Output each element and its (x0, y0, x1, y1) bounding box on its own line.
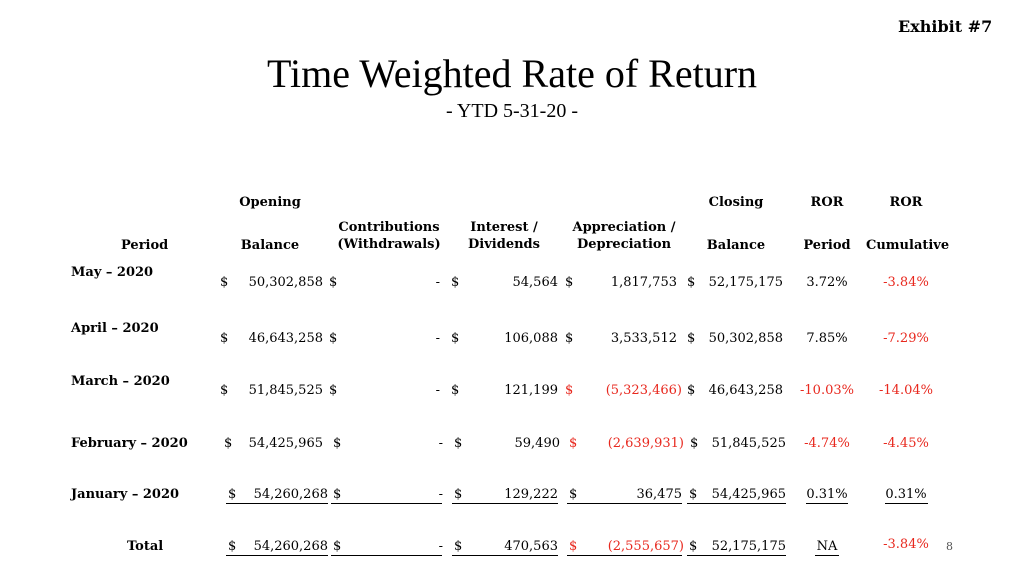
contributions: - (438, 487, 443, 502)
dollar-sign: $ (329, 275, 338, 290)
underline (567, 555, 682, 556)
dollar-sign: $ (451, 383, 460, 398)
opening-balance: 54,425,965 (248, 436, 323, 451)
header-appreciation-bottom: Depreciation (576, 237, 672, 252)
header-opening-bottom: Balance (240, 238, 300, 253)
closing-balance: 54,425,965 (711, 487, 786, 502)
ror-period: -10.03% (800, 383, 854, 398)
dollar-sign: $ (220, 383, 229, 398)
header-period: Period (121, 238, 169, 253)
appreciation-depreciation: (5,323,466) (605, 383, 682, 398)
closing-balance: 52,175,175 (711, 539, 786, 554)
dollar-sign: $ (228, 539, 237, 554)
ror-cumulative: -3.84% (883, 275, 929, 290)
dollar-sign: $ (454, 436, 463, 451)
appreciation-depreciation: 3,533,512 (610, 331, 677, 346)
dollar-sign: $ (565, 275, 574, 290)
page-number: 8 (946, 540, 953, 553)
closing-balance: 52,175,175 (708, 275, 783, 290)
ror-period: -4.74% (804, 436, 850, 451)
closing-balance: 50,302,858 (708, 331, 783, 346)
underline (567, 503, 682, 504)
dollar-sign: $ (451, 275, 460, 290)
ror-cumulative: -4.45% (883, 436, 929, 451)
header-contributions-bottom: (Withdrawals) (337, 237, 441, 252)
row-period-label: February – 2020 (71, 436, 188, 451)
underline (226, 503, 328, 504)
header-closing-top: Closing (708, 195, 764, 210)
row-period-label: January – 2020 (71, 487, 180, 502)
ror-cumulative: -14.04% (879, 383, 933, 398)
underline (452, 555, 558, 556)
dollar-sign: $ (569, 487, 578, 502)
underline (226, 555, 328, 556)
underline (806, 503, 848, 504)
underline (687, 555, 786, 556)
ror-cumulative: 0.31% (885, 487, 927, 502)
dollar-sign: $ (687, 275, 696, 290)
interest-dividends: 54,564 (512, 275, 558, 290)
dollar-sign: $ (687, 331, 696, 346)
dollar-sign: $ (329, 383, 338, 398)
dollar-sign: $ (454, 487, 463, 502)
underline (815, 555, 839, 556)
appreciation-depreciation: 1,817,753 (610, 275, 677, 290)
header-closing-bottom: Balance (706, 238, 766, 253)
underline (687, 503, 786, 504)
closing-balance: 51,845,525 (711, 436, 786, 451)
dollar-sign: $ (569, 539, 578, 554)
opening-balance: 51,845,525 (248, 383, 323, 398)
header-ror-period-top: ROR (810, 195, 844, 210)
ror-period: 0.31% (806, 487, 848, 502)
underline (452, 503, 558, 504)
interest-dividends: 59,490 (514, 436, 560, 451)
dollar-sign: $ (333, 487, 342, 502)
row-period-label: Total (127, 539, 164, 554)
contributions: - (435, 275, 440, 290)
page-subtitle: - YTD 5-31-20 - (445, 100, 578, 122)
ror-period: 3.72% (806, 275, 848, 290)
underline (331, 503, 442, 504)
ror-period: NA (816, 539, 838, 554)
header-ror-period-bottom: Period (803, 238, 851, 253)
row-period-label: April – 2020 (71, 321, 159, 336)
dollar-sign: $ (687, 383, 696, 398)
dollar-sign: $ (329, 331, 338, 346)
opening-balance: 46,643,258 (248, 331, 323, 346)
dollar-sign: $ (569, 436, 578, 451)
contributions: - (438, 539, 443, 554)
exhibit-label: Exhibit #7 (898, 17, 993, 36)
header-ror-cum-bottom: Cumulative (866, 238, 950, 253)
interest-dividends: 470,563 (504, 539, 558, 554)
header-ror-cum-top: ROR (889, 195, 923, 210)
dollar-sign: $ (224, 436, 233, 451)
appreciation-depreciation: (2,555,657) (607, 539, 684, 554)
appreciation-depreciation: 36,475 (636, 487, 682, 502)
dollar-sign: $ (220, 275, 229, 290)
contributions: - (435, 383, 440, 398)
dollar-sign: $ (565, 383, 574, 398)
ror-period: 7.85% (806, 331, 848, 346)
appreciation-depreciation: (2,639,931) (607, 436, 684, 451)
row-period-label: March – 2020 (71, 374, 170, 389)
closing-balance: 46,643,258 (708, 383, 783, 398)
underline (885, 503, 928, 504)
dollar-sign: $ (451, 331, 460, 346)
dollar-sign: $ (689, 539, 698, 554)
header-appreciation-top: Appreciation / (572, 220, 676, 235)
opening-balance: 54,260,268 (253, 539, 328, 554)
interest-dividends: 121,199 (504, 383, 558, 398)
dollar-sign: $ (220, 331, 229, 346)
header-contributions-top: Contributions (338, 220, 440, 235)
dollar-sign: $ (689, 487, 698, 502)
page-title: Time Weighted Rate of Return (266, 51, 758, 96)
underline (331, 555, 442, 556)
ror-cumulative: -7.29% (883, 331, 929, 346)
dollar-sign: $ (228, 487, 237, 502)
ror-cumulative: -3.84% (883, 537, 929, 552)
contributions: - (438, 436, 443, 451)
interest-dividends: 106,088 (504, 331, 558, 346)
header-opening-top: Opening (239, 195, 301, 210)
dollar-sign: $ (565, 331, 574, 346)
contributions: - (435, 331, 440, 346)
row-period-label: May – 2020 (71, 265, 154, 280)
header-interest-top: Interest / (470, 220, 538, 235)
opening-balance: 50,302,858 (248, 275, 323, 290)
dollar-sign: $ (333, 436, 342, 451)
header-interest-bottom: Dividends (468, 237, 540, 252)
dollar-sign: $ (690, 436, 699, 451)
dollar-sign: $ (454, 539, 463, 554)
opening-balance: 54,260,268 (253, 487, 328, 502)
interest-dividends: 129,222 (504, 487, 558, 502)
dollar-sign: $ (333, 539, 342, 554)
